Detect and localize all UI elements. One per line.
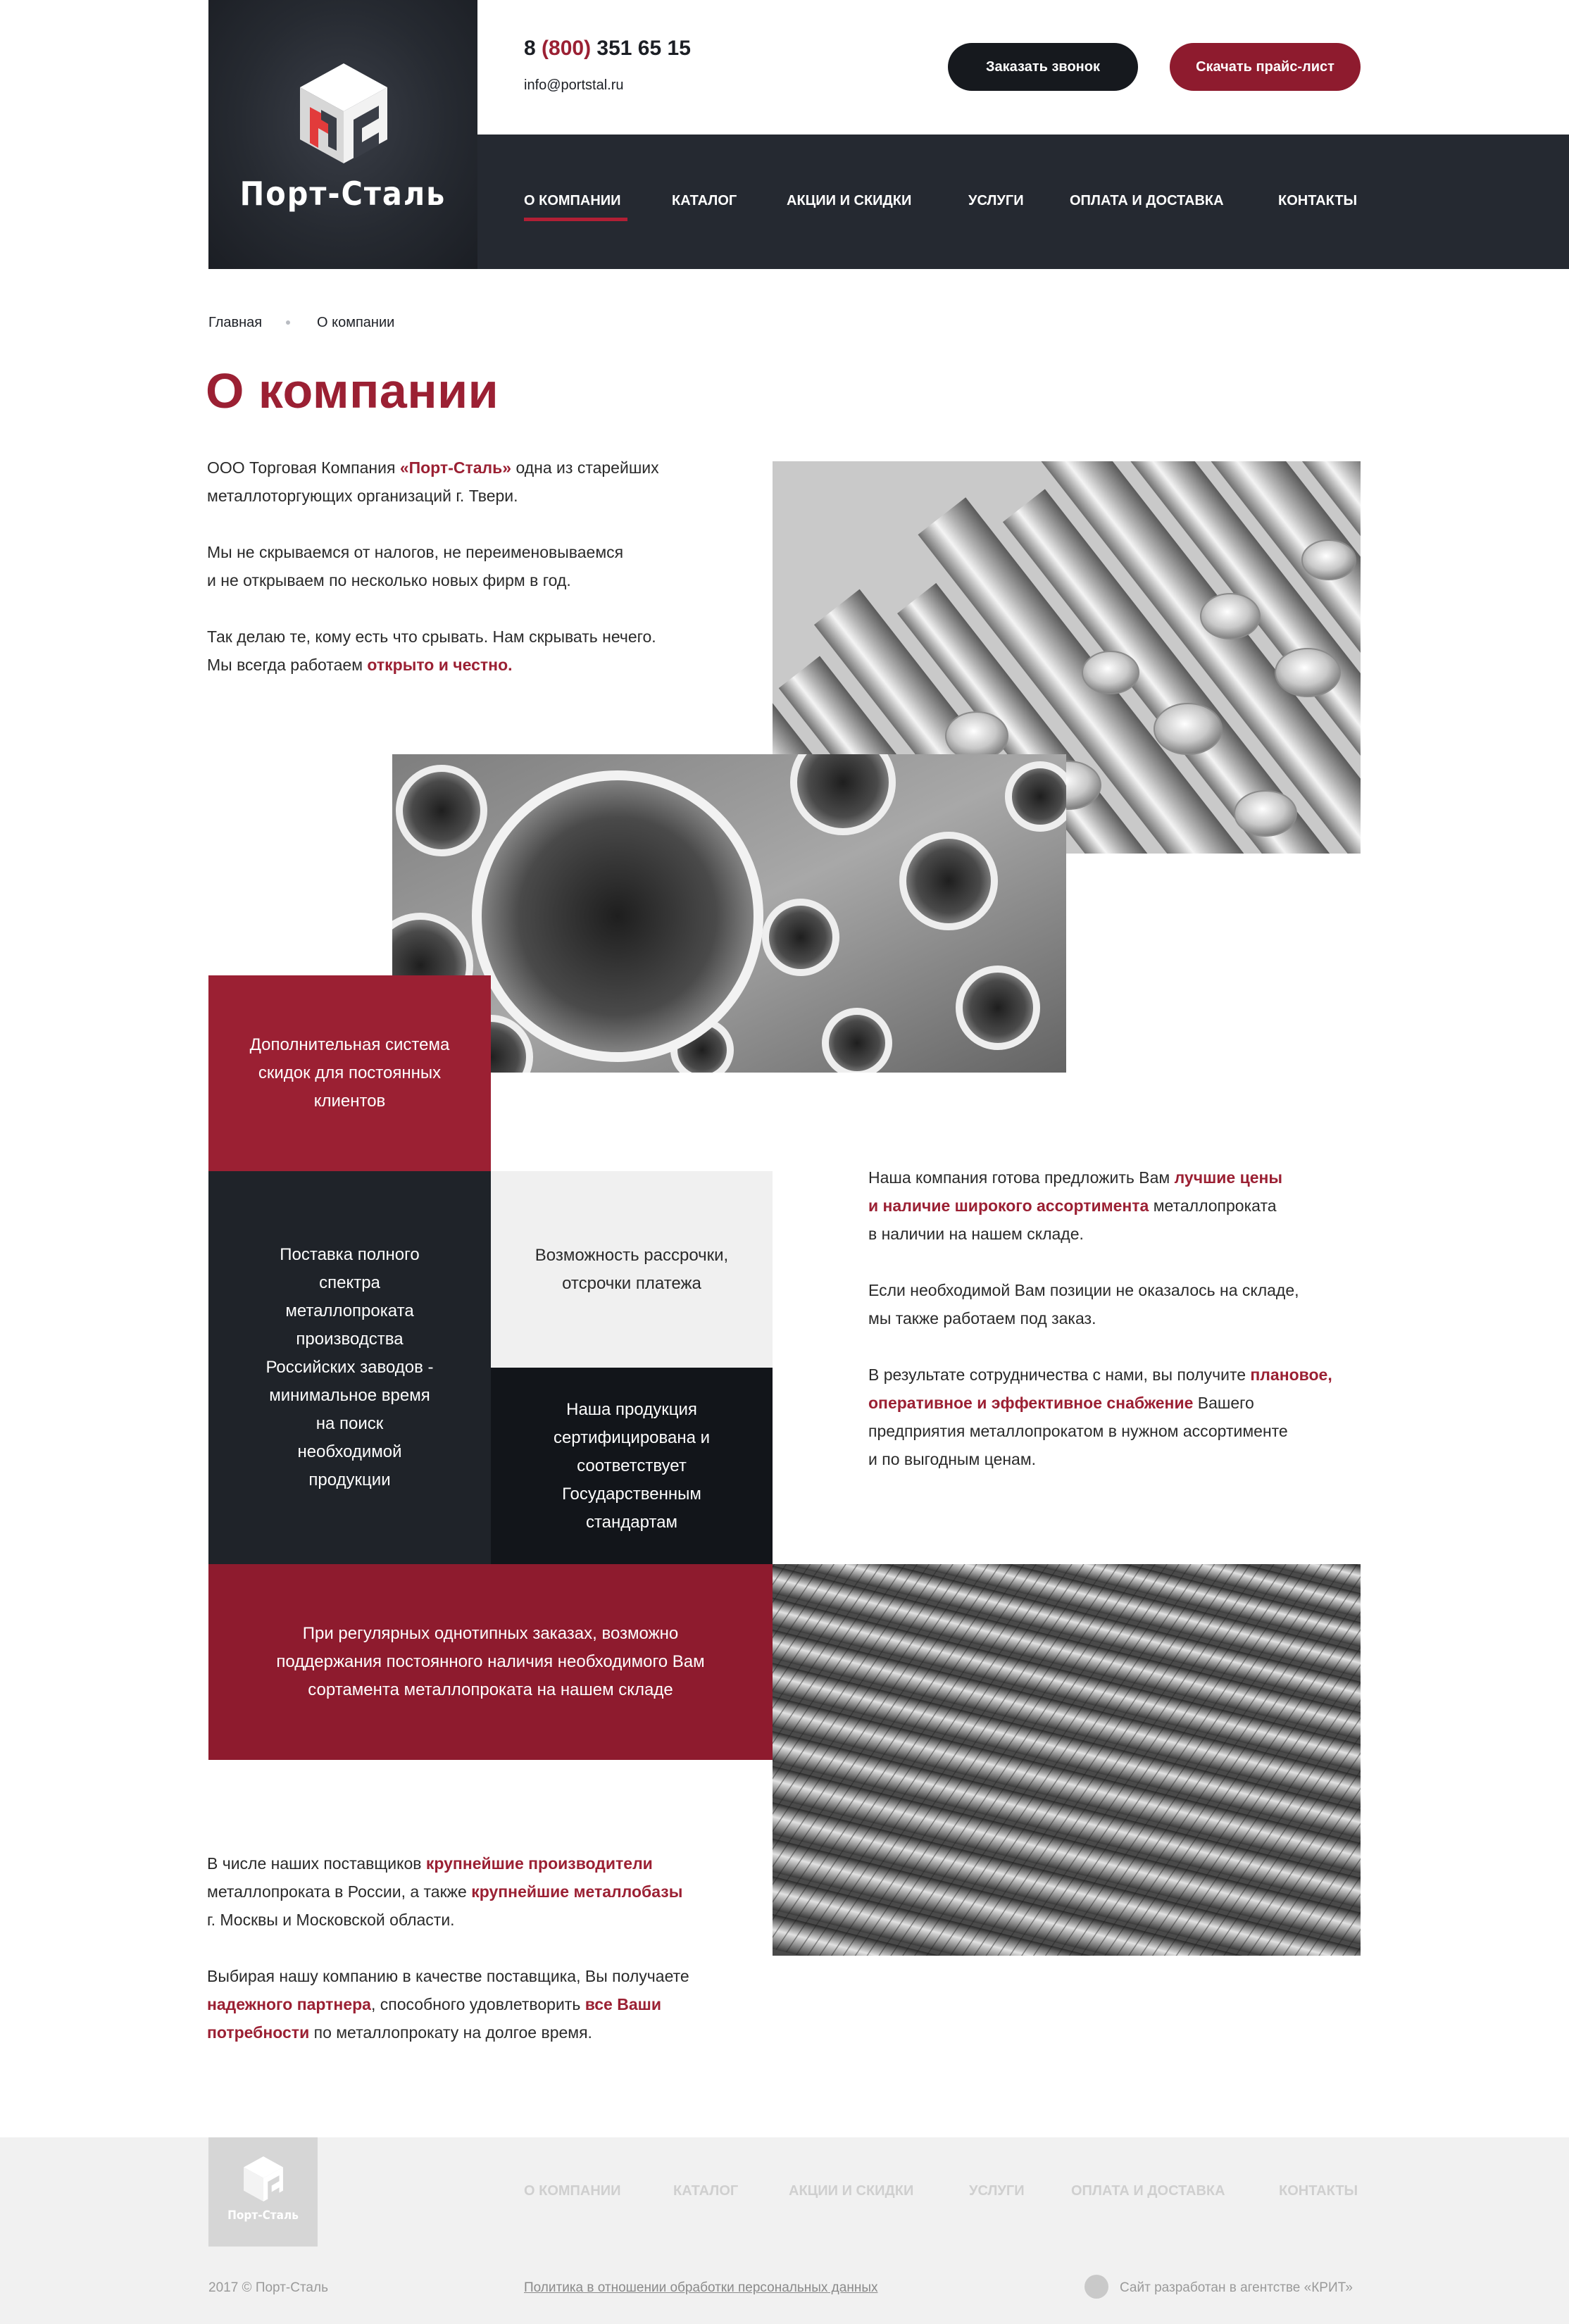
text: Выбирая нашу компанию в качестве поставщика, Вы получаете bbox=[207, 1967, 689, 1985]
suppliers-paragraph-2 bbox=[207, 1962, 689, 2047]
text: в наличии на нашем складе. bbox=[868, 1225, 1084, 1243]
feature-discounts: Дополнительная система скидок для постоянных клиентов bbox=[208, 975, 491, 1171]
footer-logo-text: Порт-Сталь bbox=[227, 2209, 299, 2223]
offer-paragraph-3 bbox=[868, 1361, 1332, 1473]
copyright: 2017 © Порт-Сталь bbox=[208, 2280, 328, 2295]
text: металлопроката bbox=[1149, 1197, 1277, 1215]
breadcrumb-separator bbox=[286, 320, 290, 325]
highlight: все Ваши bbox=[585, 1995, 661, 2013]
text: одна из старейших bbox=[511, 458, 659, 477]
text: , способного удовлетворить bbox=[370, 1995, 585, 2013]
footer-nav-services[interactable]: УСЛУГИ bbox=[969, 2183, 1025, 2199]
text: мы также работаем под заказ. bbox=[868, 1309, 1096, 1327]
order-call-button[interactable]: Заказать звонок bbox=[948, 43, 1138, 91]
email-link[interactable]: info@portstal.ru bbox=[524, 77, 624, 93]
text: металлопроката в России, а также bbox=[207, 1882, 472, 1901]
text: и не открываем по несколько новых фирм в год. bbox=[207, 571, 571, 589]
highlight: крупнейшие металлобазы bbox=[471, 1882, 683, 1901]
phone-number[interactable] bbox=[524, 37, 691, 61]
text: Вашего bbox=[1193, 1394, 1254, 1412]
developer-credit-link[interactable]: Сайт разработан в агентстве «КРИТ» bbox=[1120, 2280, 1353, 2295]
footer-logo-cube-icon bbox=[244, 2156, 283, 2201]
steel-pipes-illustration bbox=[392, 754, 1066, 1073]
text: металлоторгующих организаций г. Твери. bbox=[207, 487, 518, 505]
nav-item-catalog[interactable]: КАТАЛОГ bbox=[672, 193, 737, 208]
highlight: надежного партнера bbox=[207, 1995, 371, 2013]
feature-certified: Наша продукция сертифицирована и соответствует Государственным стандартам bbox=[491, 1368, 773, 1564]
highlight: и наличие широкого ассортимента bbox=[868, 1197, 1149, 1215]
nav-item-services[interactable]: УСЛУГИ bbox=[968, 193, 1024, 208]
text: В результате сотрудничества с нами, вы получите bbox=[868, 1366, 1251, 1384]
text: предприятия металлопрокатом в нужном ассортименте bbox=[868, 1422, 1288, 1440]
highlight: потребности bbox=[207, 2023, 310, 2042]
intro-paragraph-1 bbox=[207, 454, 659, 510]
footer-nav-catalog[interactable]: КАТАЛОГ bbox=[673, 2183, 739, 2199]
text: по металлопрокату на долгое время. bbox=[309, 2023, 592, 2042]
highlight: оперативное и эффективное снабжение bbox=[868, 1394, 1194, 1412]
developer-agency-icon bbox=[1084, 2275, 1108, 2299]
highlight: открыто и честно. bbox=[367, 656, 513, 674]
text: Мы не скрываемся от налогов, не переименовываемся bbox=[207, 543, 624, 561]
feature-regular-orders: При регулярных однотипных заказах, возможно поддержания постоянного наличия необходимого Вам сортамента металлопроката на нашем складе bbox=[208, 1564, 773, 1760]
logo-text: Порт-Сталь bbox=[239, 175, 446, 213]
rebar-illustration bbox=[773, 1564, 1361, 1956]
feature-installment: Возможность рассрочки, отсрочки платежа bbox=[491, 1171, 773, 1368]
suppliers-paragraph-1 bbox=[207, 1849, 682, 1934]
steel-pipes-photo bbox=[392, 754, 1066, 1073]
nav-item-about[interactable]: О КОМПАНИИ bbox=[524, 193, 621, 208]
highlight: плановое, bbox=[1250, 1366, 1332, 1384]
text: и по выгодным ценам. bbox=[868, 1450, 1037, 1468]
text: г. Москвы и Московской области. bbox=[207, 1911, 455, 1929]
phone-prefix: 8 bbox=[524, 37, 542, 60]
highlight: «Порт-Сталь» bbox=[399, 458, 512, 477]
text: В числе наших поставщиков bbox=[207, 1854, 426, 1873]
phone-code: (800) bbox=[542, 37, 592, 60]
text: Наша компания готова предложить Вам bbox=[868, 1168, 1175, 1187]
intro-paragraph-2 bbox=[207, 538, 623, 594]
download-price-button[interactable]: Скачать прайс-лист bbox=[1170, 43, 1361, 91]
page-title: О компании bbox=[206, 363, 499, 418]
privacy-policy-link[interactable]: Политика в отношении обработки персональных данных bbox=[524, 2280, 878, 2295]
highlight: лучшие цены bbox=[1174, 1168, 1283, 1187]
text: ООО Торговая Компания bbox=[207, 458, 400, 477]
footer-nav-contacts[interactable]: КОНТАКТЫ bbox=[1279, 2183, 1358, 2199]
intro-paragraph-3 bbox=[207, 623, 656, 679]
offer-paragraph-2 bbox=[868, 1276, 1299, 1332]
nav-item-promotions[interactable]: АКЦИИ И СКИДКИ bbox=[787, 193, 912, 208]
text: Так делаю те, кому есть что срывать. Нам скрывать нечего. bbox=[207, 627, 656, 646]
breadcrumb-home[interactable]: Главная bbox=[208, 315, 263, 330]
rebar-photo bbox=[773, 1564, 1361, 1956]
logo-cube-icon bbox=[300, 63, 387, 163]
text: Мы всегда работаем bbox=[207, 656, 368, 674]
highlight: крупнейшие производители bbox=[425, 1854, 653, 1873]
phone-digits: 351 65 15 bbox=[591, 37, 691, 60]
nav-item-contacts[interactable]: КОНТАКТЫ bbox=[1278, 193, 1358, 208]
text: Если необходимой Вам позиции не оказалось на складе, bbox=[868, 1281, 1299, 1299]
feature-full-supply: Поставка полного спектра металлопроката производства Российских заводов - минимальное время на поиск необходимой продукции bbox=[208, 1171, 491, 1564]
nav-item-payment-delivery[interactable]: ОПЛАТА И ДОСТАВКА bbox=[1070, 193, 1224, 208]
offer-paragraph-1 bbox=[868, 1163, 1282, 1248]
breadcrumb-current: О компании bbox=[317, 315, 395, 330]
footer-nav-about[interactable]: О КОМПАНИИ bbox=[524, 2183, 621, 2199]
nav-active-indicator bbox=[524, 218, 627, 221]
footer-nav-promotions[interactable]: АКЦИИ И СКИДКИ bbox=[789, 2183, 914, 2199]
footer-nav-payment-delivery[interactable]: ОПЛАТА И ДОСТАВКА bbox=[1071, 2183, 1225, 2199]
